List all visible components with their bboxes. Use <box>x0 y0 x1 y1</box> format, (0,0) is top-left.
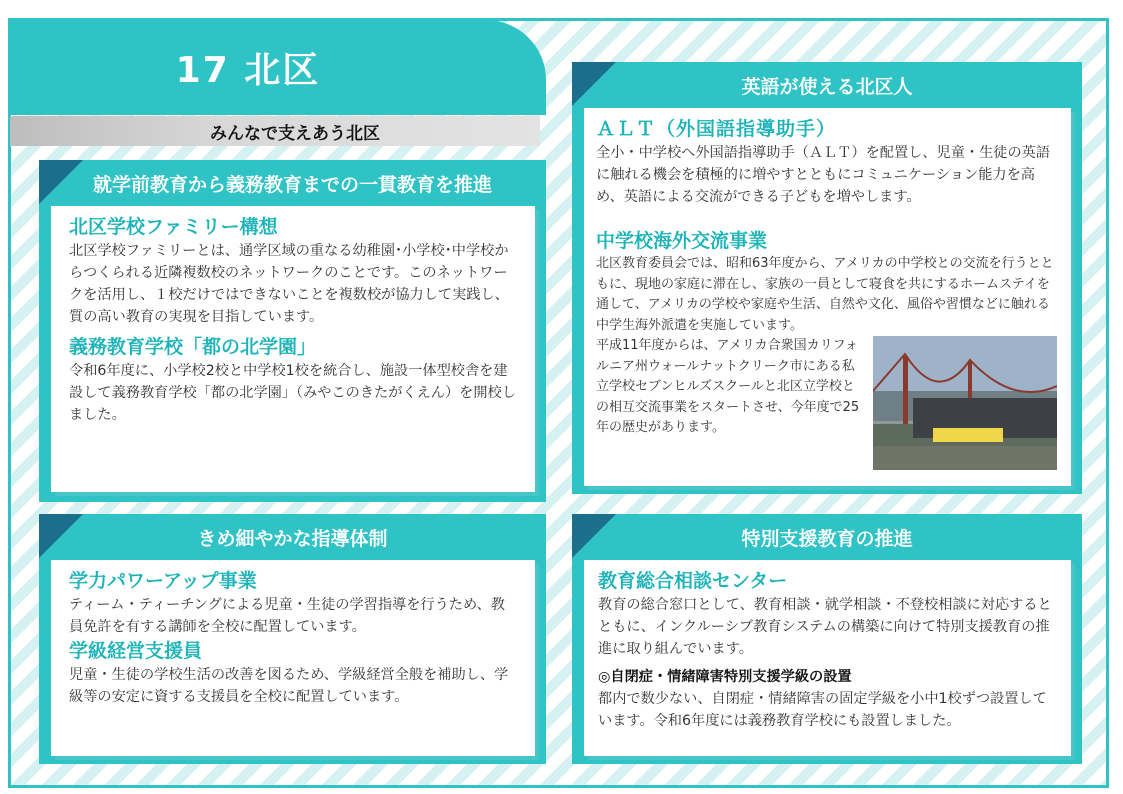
panel-body <box>584 108 1071 486</box>
group-photo <box>873 336 1057 470</box>
section-title: 教育総合相談センター <box>598 570 788 592</box>
subtitle-bar <box>10 116 540 146</box>
section-text: 令和6年度に、小学校2校と中学校1校を統合し、施設一体型校舎を建設して義務教育学校「都の北学園」（みやこのきたがくえん）を開校しました。 <box>69 363 516 423</box>
panel-body <box>51 560 535 756</box>
section-text: 北区学校ファミリーとは、通学区域の重なる幼稚園･小学校･中学校からつくられる近隣複数校のネットワークのことです。このネットワークを活用し、１校だけではできないことを複数校が協力して実践し、質の高い教育の実現を目指しています。 <box>69 243 509 325</box>
section-text: 児童・生徒の学校生活の改善を図るため、学級経営全般を補助し、学級等の安定に資する支援員を全校に配置しています。 <box>69 667 509 705</box>
panel-guidance <box>39 514 546 764</box>
section-text: ティーム・ティーチングによる児童・生徒の学習指導を行うため、教員免許を有する講師を全校に配置しています。 <box>69 597 505 635</box>
section-text: 全小・中学校へ外国語指導助手（ＡＬＴ）を配置し、児童・生徒の英語に触れる機会を積極的に増やすとともにコミュニケーション能力を高め、英語による交流ができる子どもを増やします。 <box>596 145 1051 205</box>
panel-body <box>51 206 535 492</box>
panel-heading: 英語が使える北区人 <box>741 75 913 98</box>
page-title: 17 北区 <box>175 50 321 91</box>
section-title: 義務教育学校「都の北学園」 <box>69 336 317 358</box>
panel-heading: きめ細やかな指導体制 <box>197 527 388 550</box>
title-tab <box>10 20 546 115</box>
panel-integrated-education <box>39 160 546 502</box>
section-title: 学級経営支援員 <box>69 640 203 662</box>
section-title: 学力パワーアップ事業 <box>69 570 257 592</box>
section-text: 平成11年度からは、アメリカ合衆国カリフォルニア州ウォールナットクリーク市にある私立学校セブンヒルズスクールと北区立学校との相互交流事業をスタートさせ、今年度で25年の歴史があります。 <box>596 338 860 435</box>
section-subtitle: ◎自閉症・情緒障害特別支援学級の設置 <box>598 669 852 685</box>
panel-body <box>584 560 1071 756</box>
panel-heading: 特別支援教育の推進 <box>741 527 913 550</box>
panel-special-support <box>572 514 1082 764</box>
section-title: 中学校海外交流事業 <box>596 230 768 252</box>
golden-gate-photo <box>873 336 1057 470</box>
panel-english <box>572 62 1082 494</box>
section-title: 北区学校ファミリー構想 <box>69 216 278 238</box>
exchange-photo-row <box>596 336 1057 470</box>
section-title: ＡＬＴ（外国語指導助手） <box>596 118 837 140</box>
section-text: 教育の総合窓口として、教育相談・就学相談・不登校相談に対応するとともに、インクルーシブ教育システムの構築に向けて特別支援教育の推進に取り組んでいます。 <box>598 597 1052 657</box>
page-subtitle: みんなで支えあう北区 <box>210 123 380 144</box>
panel-heading: 就学前教育から義務教育までの一貫教育を推進 <box>92 173 492 196</box>
section-text: 都内で数少ない、自閉症・情緒障害の固定学級を小中1校ずつ設置しています。令和6年度には義務教育学校にも設置しました。 <box>598 691 1047 729</box>
section-text: 北区教育委員会では、昭和63年度から、アメリカの中学校との交流を行うとともに、現地の家庭に滞在し、家族の一員として寝食を共にするホームステイを通して、アメリカの学校や家庭や生活、自然や文化、風俗や習慣などに触れる中学生海外派遣を実施しています。 <box>596 256 1054 333</box>
